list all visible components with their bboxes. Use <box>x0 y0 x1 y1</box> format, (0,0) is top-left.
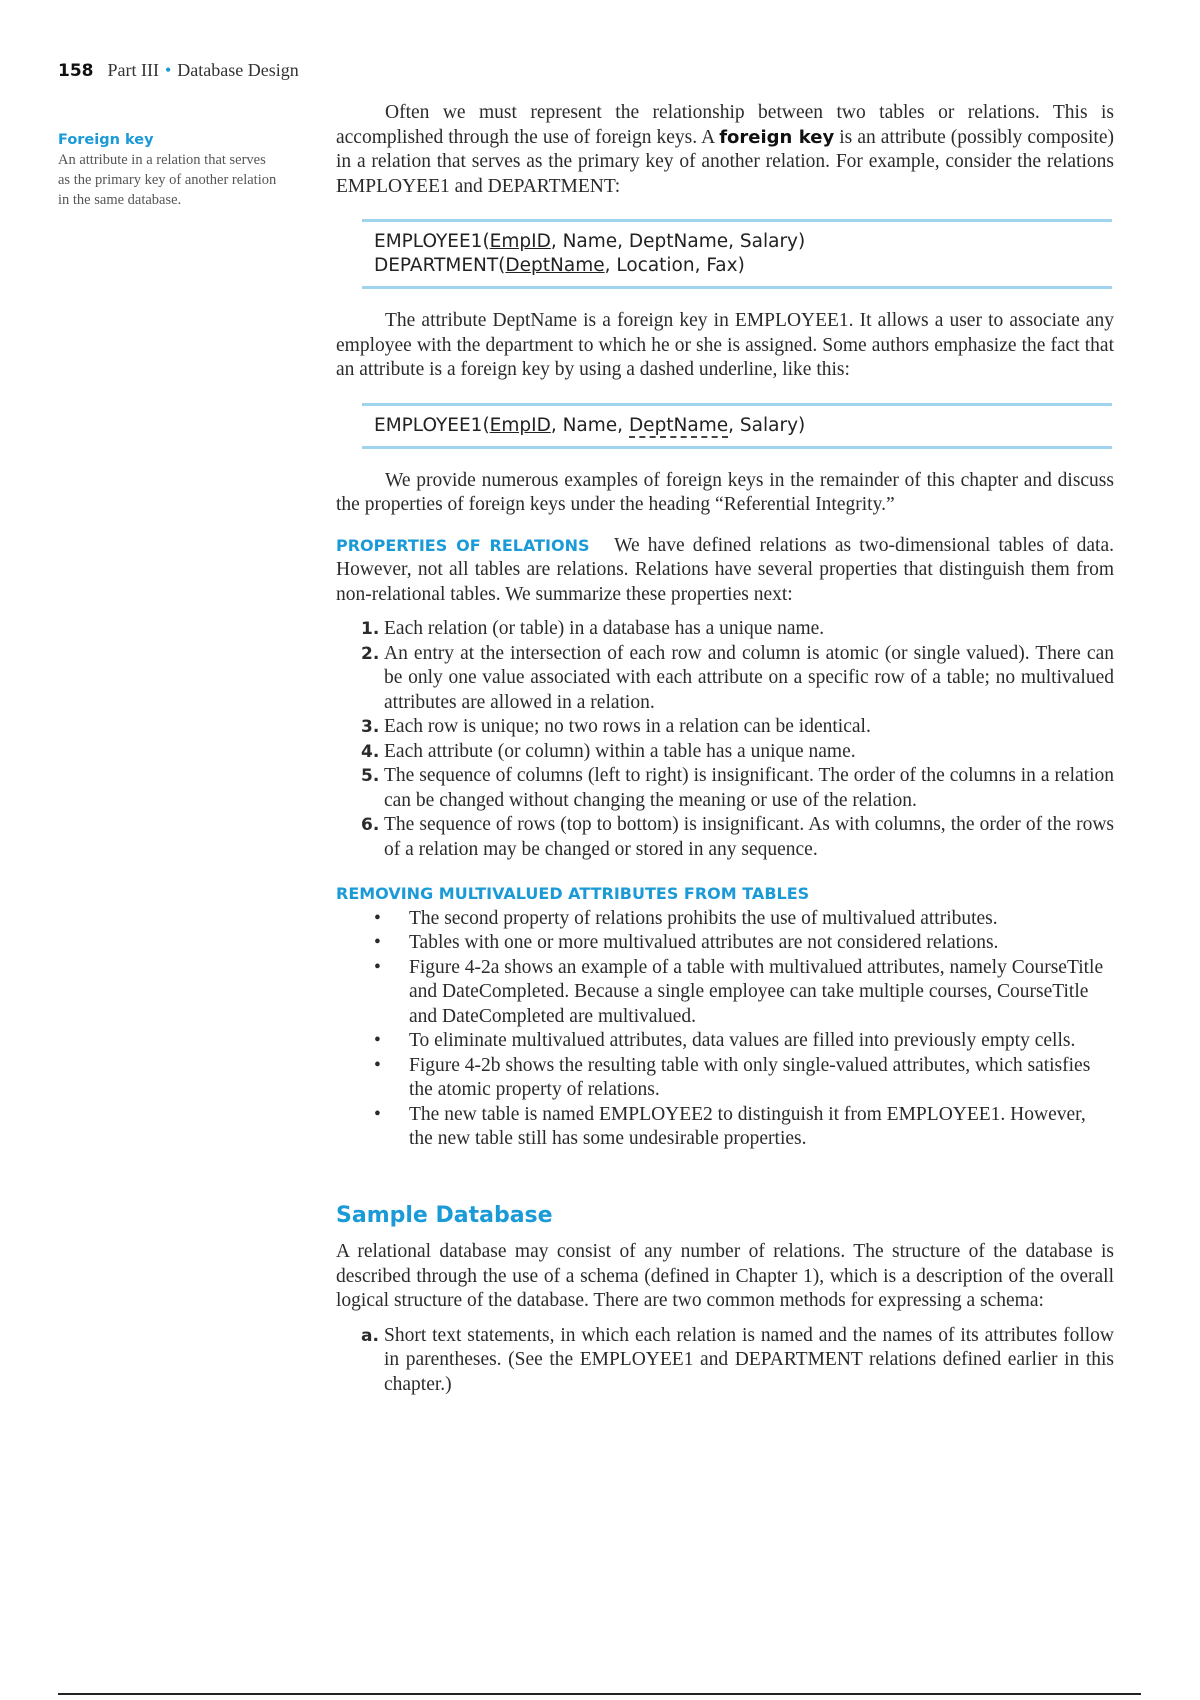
item-number: 1. <box>361 619 380 639</box>
page-number: 158 <box>58 61 94 81</box>
schema-box-1 <box>362 219 1112 289</box>
part-label: Part III <box>107 60 159 80</box>
examples-paragraph: We provide numerous examples of foreign keys in the remainder of this chapter and discuss the properties of foreign keys under the heading “Referential Integrity.” <box>336 469 1114 515</box>
properties-list <box>336 617 1114 862</box>
separator-dot: • <box>164 60 172 80</box>
glossary-definition: An attribute in a relation that serves as the primary key of another relation in the same database. <box>58 152 277 208</box>
bullet-icon: • <box>374 932 381 953</box>
attributes: , Name, <box>550 414 629 436</box>
schema-line-department <box>374 254 1100 278</box>
schema-box-2 <box>362 403 1112 449</box>
item-text: An entry at the intersection of each row and column is atomic (or single valued). There can be only one value associated with each attribute on a specific row of a table; no multivalued attributes are allowed in a relation. <box>384 642 1114 713</box>
glossary-term: Foreign key <box>58 132 154 148</box>
item-text: The second property of relations prohibits the use of multivalued attributes. <box>409 907 998 929</box>
list-item <box>336 715 1114 740</box>
bullet-icon: • <box>374 1103 381 1125</box>
intro-paragraph <box>336 101 1114 199</box>
attributes: , Salary) <box>728 414 806 436</box>
bullet-icon: • <box>374 956 381 978</box>
relation-name: EMPLOYEE1( <box>374 414 490 436</box>
relation-name: EMPLOYEE1( <box>374 231 490 252</box>
list-item <box>336 764 1114 813</box>
footer-rule <box>58 1693 1141 1695</box>
list-item <box>336 1103 1114 1152</box>
list-item <box>336 931 1114 956</box>
chapter-title: Database Design <box>177 60 299 80</box>
foreign-key-dashed: DeptName <box>628 414 729 436</box>
item-text: Each relation (or table) in a database has a unique name. <box>384 618 825 639</box>
list-item <box>336 1054 1114 1103</box>
bullet-icon: • <box>374 1030 381 1051</box>
list-item <box>336 617 1114 642</box>
relation-name: DEPARTMENT( <box>374 255 506 276</box>
attributes: , Location, Fax) <box>604 255 745 276</box>
item-text: Figure 4-2a shows an example of a table with multivalued attributes, namely CourseTitle and DateCompleted. Because a single employee can take multiple courses, CourseTitle and DateCompleted are multivalued. <box>409 956 1104 1027</box>
item-number: 5. <box>361 766 380 786</box>
foreign-key-term: foreign key <box>719 126 835 148</box>
item-letter: a. <box>361 1325 379 1346</box>
removing-heading: REMOVING MULTIVALUED ATTRIBUTES FROM TABLES <box>336 884 810 903</box>
item-text: The new table is named EMPLOYEE2 to distinguish it from EMPLOYEE1. However, the new table still has some undesirable properties. <box>409 1103 1086 1149</box>
sample-database-paragraph: A relational database may consist of any number of relations. The structure of the database is described through the use of a schema (defined in Chapter 1), which is a description of the overall logical structure of the database. There are two common methods for expressing a schema: <box>336 1241 1114 1311</box>
intro-text-a: Often we must represent the relationship between two tables or relations. This is accomplished through the use of foreign keys. A <box>336 102 1114 148</box>
bullet-icon: • <box>374 907 381 929</box>
properties-heading: PROPERTIES OF RELATIONS <box>336 535 590 555</box>
properties-paragraph <box>336 534 1114 608</box>
schema-methods-list <box>336 1324 1114 1398</box>
item-text: Figure 4-2b shows the resulting table with only single-valued attributes, which satisfies the atomic property of relations. <box>409 1054 1091 1100</box>
item-number: 4. <box>361 741 380 762</box>
primary-key: EmpID <box>489 414 551 436</box>
list-item <box>336 956 1114 1030</box>
item-text: Each row is unique; no two rows in a relation can be identical. <box>384 716 871 737</box>
sample-database-heading: Sample Database <box>336 1202 553 1228</box>
margin-glossary-note <box>58 130 278 210</box>
item-number: 2. <box>361 643 380 664</box>
schema-line-employee1 <box>374 230 1100 254</box>
item-number: 6. <box>361 815 380 835</box>
attributes: , Name, DeptName, Salary) <box>550 231 806 252</box>
properties-intro: We have defined relations as two-dimensional tables of data. However, not all tables are relations. Relations have several properties that distinguish them from non-relational tables. We summarize these properties next: <box>336 534 1114 605</box>
item-text: The sequence of columns (left to right) is insignificant. The order of the columns in a relation can be changed without changing the meaning or use of the relation. <box>384 765 1114 811</box>
list-item <box>336 1029 1114 1054</box>
list-item <box>336 907 1114 932</box>
removing-bullet-list <box>336 907 1114 1152</box>
intro-text-b: is an attribute (possibly composite) in a relation that serves as the primary key of another relation. For example, consider the relations EMPLOYEE1 and DEPARTMENT: <box>336 126 1114 197</box>
item-text: The sequence of rows (top to bottom) is insignificant. As with columns, the order of the rows of a relation may be changed or stored in any sequence. <box>384 814 1114 860</box>
bullet-icon: • <box>374 1054 381 1076</box>
running-header <box>58 60 299 81</box>
primary-key: DeptName <box>505 255 605 276</box>
item-number: 3. <box>361 717 380 737</box>
list-item <box>336 740 1114 765</box>
primary-key: EmpID <box>489 231 551 252</box>
item-text: To eliminate multivalued attributes, data values are filled into previously empty cells. <box>409 1030 1076 1051</box>
main-text-column <box>336 101 1114 1397</box>
list-item <box>336 813 1114 862</box>
item-text: Tables with one or more multivalued attributes are not considered relations. <box>409 932 999 953</box>
list-item <box>336 642 1114 716</box>
list-item <box>336 1324 1114 1398</box>
item-text: Short text statements, in which each relation is named and the names of its attributes follow in parentheses. (See the EMPLOYEE1 and DEPARTMENT relations defined earlier in this chapter.) <box>384 1324 1114 1395</box>
foreign-key-paragraph: The attribute DeptName is a foreign key in EMPLOYEE1. It allows a user to associate any employee with the department to which he or she is assigned. Some authors emphasize the fact that an attribute is a foreign key by using a dashed underline, like this: <box>336 310 1114 380</box>
item-text: Each attribute (or column) within a table has a unique name. <box>384 740 856 762</box>
schema-line-dashed <box>374 414 1100 438</box>
